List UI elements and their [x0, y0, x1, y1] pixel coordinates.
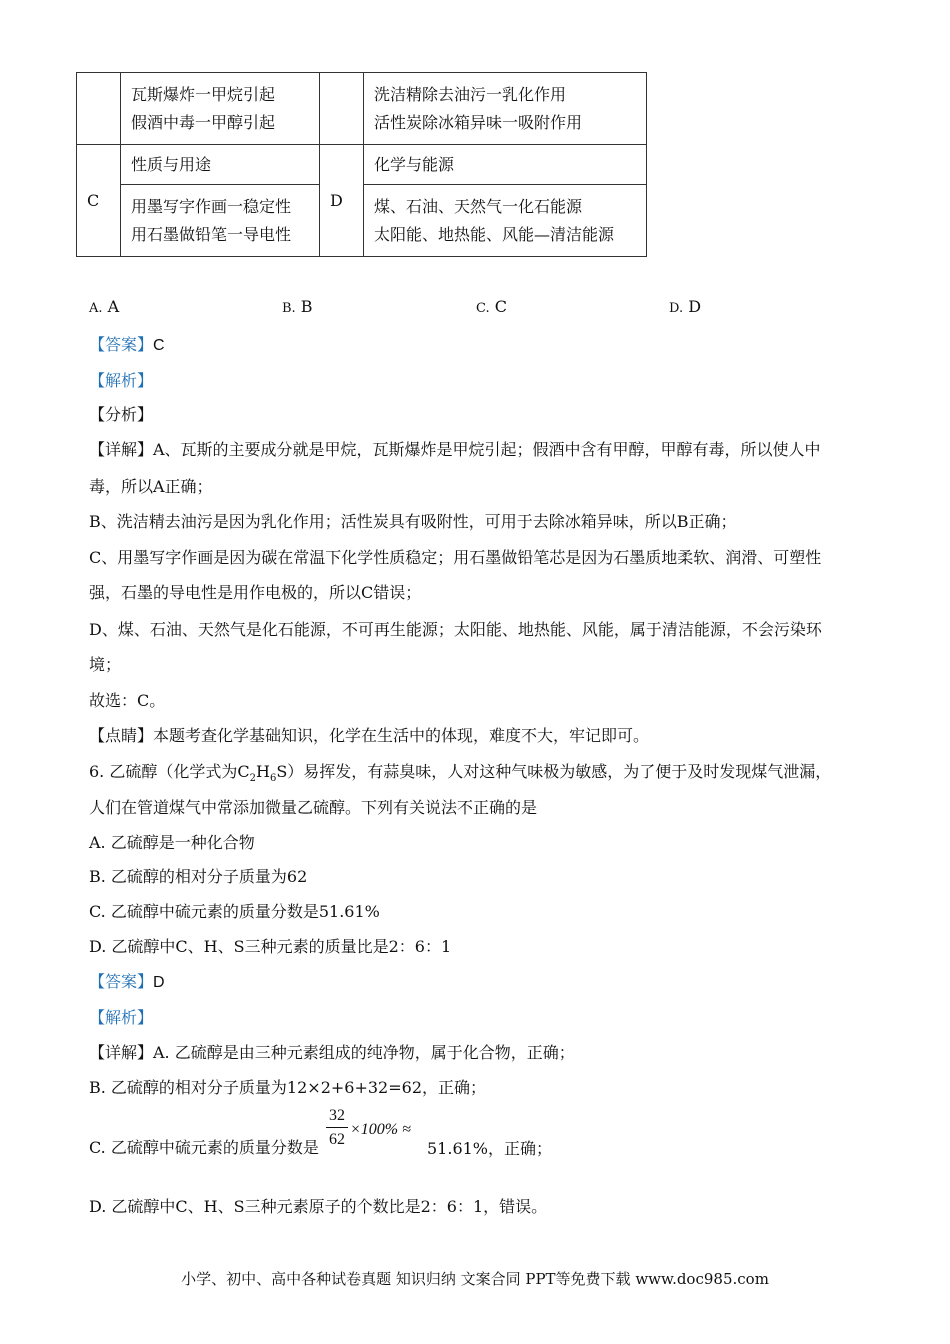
table-cell-label-empty-2 [320, 73, 364, 145]
option-b: B. B [282, 297, 313, 316]
question-6-option-d: D. 乙硫醇中C、H、S三种元素的质量比是2：6：1 [89, 937, 452, 956]
detail-line: 强，石墨的导电性是用作电极的，所以C错误； [89, 583, 422, 602]
table-label-d: D [320, 145, 364, 257]
question-6-stem: 6. 乙硫醇（化学式为$C_2H_6S$）易挥发，有蒜臭味，人对这种气味极为敏感，为了便于及时发现煤气泄漏， [89, 762, 832, 785]
detail-line-6d: D. 乙硫醇中C、H、S三种元素原子的个数比是2：6：1，错误。 [89, 1197, 548, 1216]
detail-line: B、洗洁精去油污是因为乳化作用；活性炭具有吸附性，可用于去除冰箱异味，所以B正确； [89, 512, 737, 531]
detail-line-6c-result: 51.61%，正确； [427, 1139, 553, 1158]
table-cell-d-title: 化学与能源 [364, 145, 647, 185]
detail-line-6c: C. 乙硫醇中硫元素的质量分数是 [89, 1138, 319, 1157]
table-cell-label-empty-1 [77, 73, 121, 145]
table-text: 煤、石油、天然气一化石能源 [374, 196, 583, 216]
answer-line: 【答案】C [89, 335, 165, 354]
table-cell-b [364, 73, 647, 145]
table-cell-c [121, 185, 320, 257]
table-cell-a [121, 73, 320, 145]
table-text: 用石墨做铅笔一导电性 [131, 224, 292, 244]
question-6-option-b: B. 乙硫醇的相对分子质量为62 [89, 867, 308, 886]
analysis-tag-6: 【解析】 [89, 1008, 154, 1027]
table-cell-c-title: 性质与用途 [121, 145, 320, 185]
fraction-bar [326, 1127, 348, 1128]
question-6-option-c: C. 乙硫醇中硫元素的质量分数是51.61% [89, 902, 380, 921]
table-text: 假酒中毒一甲醇引起 [131, 112, 276, 132]
question-5-table [76, 72, 647, 257]
detail-line: 境； [89, 655, 122, 674]
table-text: 太阳能、地热能、风能—清洁能源 [374, 224, 615, 244]
fraction-denominator: 62 [329, 1131, 345, 1148]
analysis-tag: 【解析】 [89, 371, 154, 390]
table-text: 洗洁精除去油污一乳化作用 [374, 84, 567, 104]
detail-line-6b: B. 乙硫醇的相对分子质量为12×2+6+32=62，正确； [89, 1078, 486, 1097]
fenxi-tag: 【分析】 [89, 405, 154, 424]
comment-line: 【点睛】本题考查化学基础知识，化学在生活中的体现，难度不大，牢记即可。 [89, 726, 650, 745]
detail-line: 【详解】A、瓦斯的主要成分就是甲烷，瓦斯爆炸是甲烷引起；假酒中含有甲醇，甲醇有毒，所以使人中 [89, 440, 821, 459]
detail-line-6a: 【详解】A. 乙硫醇是由三种元素组成的纯净物，属于化合物，正确； [89, 1043, 575, 1062]
answer-line-6: 【答案】D [89, 972, 165, 991]
table-cell-d [364, 185, 647, 257]
question-6-option-a: A. 乙硫醇是一种化合物 [89, 833, 255, 852]
table-text: 瓦斯爆炸一甲烷引起 [131, 84, 276, 104]
detail-line: 故选：C。 [89, 691, 166, 710]
page-footer: 小学、初中、高中各种试卷真题 知识归纳 文案合同 PPT等免费下载 www.doc985.com [181, 1270, 769, 1288]
detail-line: C、用墨写字作画是因为碳在常温下化学性质稳定；用石墨做铅笔芯是因为石墨质地柔软、润滑、可塑性 [89, 548, 822, 567]
table-text: 用墨写字作画一稳定性 [131, 196, 292, 216]
option-a: A. A [89, 297, 120, 316]
table-text: 活性炭除冰箱异味一吸附作用 [374, 112, 583, 132]
fraction-numerator: 32 [329, 1107, 345, 1124]
table-label-c: C [77, 145, 121, 257]
detail-line: 毒，所以A正确； [89, 477, 213, 496]
detail-line: D、煤、石油、天然气是化石能源，不可再生能源；太阳能、地热能、风能，属于清洁能源，不会污染环 [89, 620, 822, 639]
option-c: C. C [476, 297, 507, 316]
option-d: D. D [669, 297, 702, 316]
question-6-stem-2: 人们在管道煤气中常添加微量乙硫醇。下列有关说法不正确的是 [89, 798, 538, 817]
fraction-multiplier: ×100% ≈ [350, 1121, 411, 1138]
